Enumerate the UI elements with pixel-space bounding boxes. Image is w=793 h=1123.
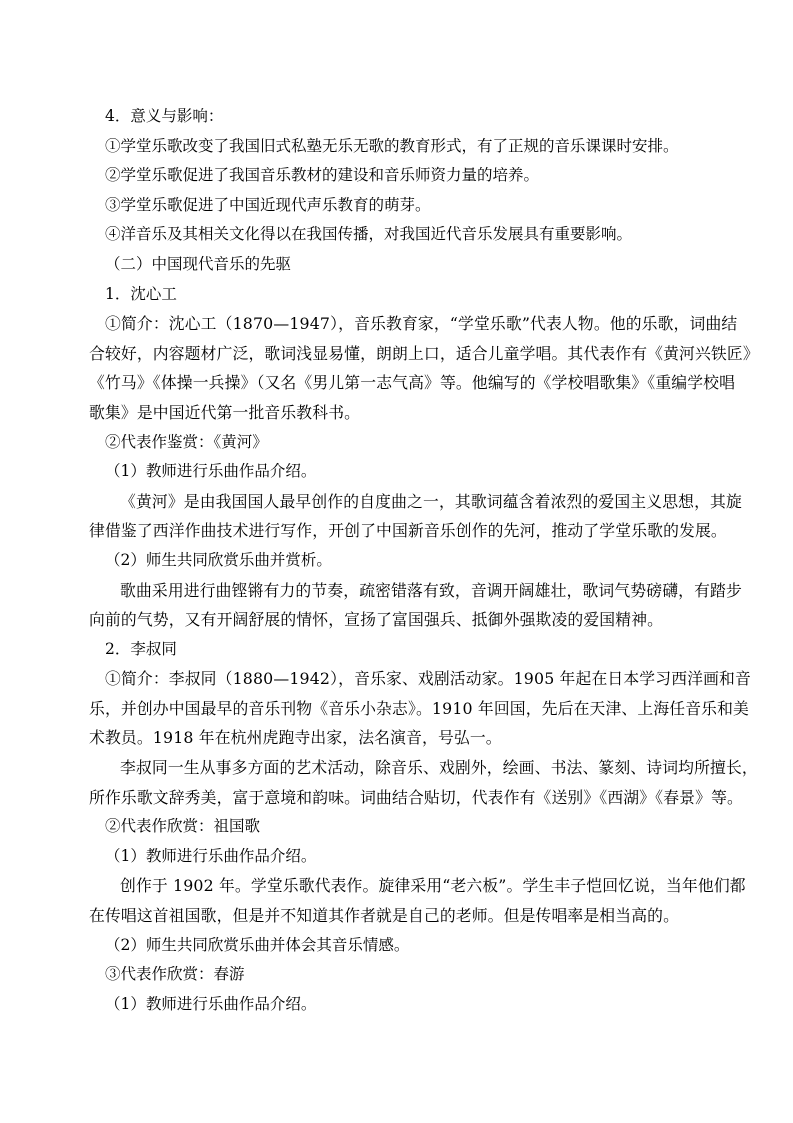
heading-significance: 4．意义与影响：: [105, 107, 224, 125]
paragraph-line: 歌曲采用进行曲铿锵有力的节奏，疏密错落有致，音调开阔雄壮，歌词气势磅礴，有踏步: [120, 580, 742, 600]
paragraph-line: 创作于 1902 年。学堂乐歌代表作。旋律采用“老六板”。学生丰子恺回忆说，当年他们都: [120, 876, 746, 896]
paragraph-line: （1）教师进行乐曲作品介绍。: [105, 846, 317, 865]
paragraph-line: ①学堂乐歌改变了我国旧式私塾无乐无歌的教育形式，有了正规的音乐课课时安排。: [105, 136, 679, 155]
paragraph-line: 李叔同一生从事多方面的艺术活动，除音乐、戏剧外，绘画、书法、篆刻、诗词均所擅长，: [120, 758, 758, 778]
paragraph-line: 在传唱这首祖国歌，但是并不知道其作者就是自己的老师。但是传唱率是相当高的。: [89, 906, 680, 926]
paragraph-line: 合较好，内容题材广泛，歌词浅显易懂，朗朗上口，适合儿童学唱。其代表作有《黄河兴铁匠》: [89, 343, 759, 363]
paragraph-line: 歌集》是中国近代第一批音乐教科书。: [89, 402, 361, 422]
paragraph-line: ①简介：李叔同（1880—1942），音乐家、戏剧活动家。1905 年起在日本学习西洋画和音: [105, 669, 751, 689]
paragraph-line: ④洋音乐及其相关文化得以在我国传播，对我国近代音乐发展具有重要影响。: [105, 225, 633, 244]
paragraph-line: 《黄河》是由我国国人最早创作的自度曲之一，其歌词蕴含着浓烈的爱国主义思想，其旋: [120, 491, 742, 511]
paragraph-line: 术教员。1918 年在杭州虎跑寺出家，法名演音，号弘一。: [89, 728, 502, 748]
paragraph-line: （1）教师进行乐曲作品介绍。: [105, 994, 317, 1013]
paragraph-line: （2）师生共同欣赏乐曲并赏析。: [105, 550, 332, 569]
paragraph-line: 《竹马》《体操一兵操》（又名《男儿第一志气高》等。他编写的《学校唱歌集》《重编学校唱: [89, 373, 736, 393]
paragraph-line: ①简介：沈心工（1870—1947），音乐教育家，“学堂乐歌”代表人物。他的乐歌，词曲结: [105, 314, 738, 334]
paragraph-line: （1）教师进行乐曲作品介绍。: [105, 462, 317, 481]
section-heading: （二）中国现代音乐的先驱: [105, 254, 292, 273]
paragraph-line: ②代表作欣赏：祖国歌: [105, 817, 261, 836]
document-body: [89, 102, 759, 1019]
paragraph-line: ③学堂乐歌促进了中国近现代声乐教育的萌芽。: [105, 195, 431, 214]
paragraph-line: 向前的气势，又有开阔舒展的情怀，宣扬了富国强兵、抵御外强欺凌的爱国精神。: [89, 610, 664, 630]
paragraph-line: 乐，并创办中国最早的音乐刊物《音乐小杂志》。1910 年回国，先后在天津、上海任音乐和美: [89, 698, 750, 718]
subheading-li-shutong: 2．李叔同: [105, 639, 177, 658]
paragraph-line: 所作乐歌文辞秀美，富于意境和韵味。词曲结合贴切，代表作有《送别》《西湖》《春景》等。: [89, 787, 743, 807]
subheading-shen-xingong: 1．沈心工: [105, 284, 177, 303]
paragraph-line: 律借鉴了西洋作曲技术进行写作，开创了中国新音乐创作的先河，推动了学堂乐歌的发展。: [89, 521, 727, 541]
paragraph-line: ②代表作鉴赏：《黄河》: [105, 432, 268, 451]
paragraph-line: ②学堂乐歌促进了我国音乐教材的建设和音乐师资力量的培养。: [105, 166, 540, 185]
paragraph-line: ③代表作欣赏：春游: [105, 965, 245, 984]
paragraph-line: （2）师生共同欣赏乐曲并体会其音乐情感。: [105, 935, 410, 954]
